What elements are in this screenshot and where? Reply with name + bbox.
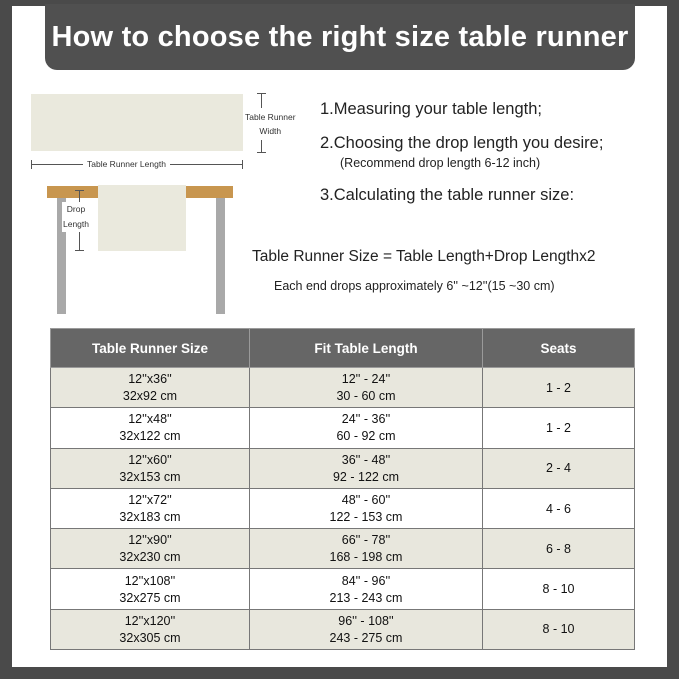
drop-tick-bottom: [75, 250, 84, 251]
cell-seats: 8 - 10: [483, 609, 635, 649]
header-seats: Seats: [483, 329, 635, 368]
cell-seats: 4 - 6: [483, 488, 635, 528]
length-inches: 36'' - 48'': [341, 452, 391, 467]
instruction-steps: [320, 100, 670, 205]
table-row: [51, 488, 635, 528]
length-inches: 12'' - 24'': [341, 372, 391, 387]
cell-fit-length: [250, 609, 483, 649]
cell-runner-size: [51, 448, 250, 488]
length-cm: 168 - 198 cm: [329, 550, 403, 565]
drop-note: Each end drops approximately 6'' ~12''(15 ~30 cm): [274, 279, 555, 293]
title-banner: [45, 4, 635, 70]
width-label-line2: Width: [259, 126, 282, 136]
table-row: [51, 448, 635, 488]
size-cm: 32x183 cm: [119, 510, 181, 525]
cell-seats: 2 - 4: [483, 448, 635, 488]
drop-label-line2: Length: [63, 219, 89, 229]
page-title: How to choose the right size table runner: [51, 20, 629, 53]
width-label: [245, 108, 296, 140]
size-inches: 12''x60'': [128, 452, 172, 467]
cell-fit-length: [250, 569, 483, 609]
cell-fit-length: [250, 408, 483, 448]
size-cm: 32x153 cm: [119, 469, 181, 484]
length-cm: 213 - 243 cm: [329, 590, 403, 605]
step-2: 2.Choosing the drop length you desire;: [320, 134, 604, 152]
cell-runner-size: [51, 488, 250, 528]
cell-fit-length: [250, 529, 483, 569]
size-cm: 32x275 cm: [119, 590, 181, 605]
size-inches: 12''x72'': [128, 493, 172, 508]
table-row: [51, 529, 635, 569]
cell-runner-size: [51, 529, 250, 569]
length-cm: 60 - 92 cm: [336, 429, 396, 444]
table-header-row: [51, 329, 635, 368]
cell-seats: 1 - 2: [483, 368, 635, 408]
size-formula: Table Runner Size = Table Length+Drop Lengthx2: [252, 248, 596, 265]
size-cm: 32x122 cm: [119, 429, 181, 444]
size-inches: 12''x90'': [128, 533, 172, 548]
cell-runner-size: [51, 609, 250, 649]
table-row: [51, 609, 635, 649]
width-label-line1: Table Runner: [245, 112, 296, 122]
size-inches: 12''x108'': [124, 573, 176, 588]
size-inches: 12''x48'': [128, 412, 172, 427]
cell-fit-length: [250, 448, 483, 488]
runner-top-view: [31, 94, 243, 151]
table-runner-diagram: [25, 84, 315, 324]
size-cm: 32x230 cm: [119, 550, 181, 565]
length-cm: 243 - 275 cm: [329, 630, 403, 645]
size-chart-table: [50, 328, 635, 650]
length-tick-right: [242, 160, 243, 169]
length-inches: 24'' - 36'': [341, 412, 391, 427]
cell-fit-length: [250, 488, 483, 528]
cell-runner-size: [51, 408, 250, 448]
cell-fit-length: [250, 368, 483, 408]
table-leg-right: [216, 198, 225, 314]
width-tick-top: [257, 93, 266, 94]
length-tick-left: [31, 160, 32, 169]
size-cm: 32x92 cm: [122, 389, 178, 404]
step-3: 3.Calculating the table runner size:: [320, 186, 575, 204]
length-inches: 48'' - 60'': [341, 493, 391, 508]
cell-seats: 6 - 8: [483, 529, 635, 569]
runner-drop-side-view: [98, 185, 186, 251]
cell-seats: 8 - 10: [483, 569, 635, 609]
length-inches: 96'' - 108'': [338, 613, 394, 628]
table-row: [51, 368, 635, 408]
width-tick-bottom: [257, 152, 266, 153]
length-cm: 92 - 122 cm: [332, 469, 399, 484]
cell-runner-size: [51, 368, 250, 408]
drop-tick-top: [75, 190, 84, 191]
table-row: [51, 408, 635, 448]
size-cm: 32x305 cm: [119, 630, 181, 645]
drop-length-label: [62, 202, 90, 232]
header-fit-length: Fit Table Length: [250, 329, 483, 368]
size-inches: 12''x36'': [128, 372, 172, 387]
step-2-note: (Recommend drop length 6-12 inch): [340, 156, 541, 170]
length-label: Table Runner Length: [83, 157, 170, 171]
length-inches: 84'' - 96'': [341, 573, 391, 588]
header-runner-size: Table Runner Size: [51, 329, 250, 368]
length-cm: 30 - 60 cm: [336, 389, 396, 404]
cell-seats: 1 - 2: [483, 408, 635, 448]
step-1: 1.Measuring your table length;: [320, 100, 542, 118]
table-row: [51, 569, 635, 609]
size-inches: 12''x120'': [124, 613, 176, 628]
cell-runner-size: [51, 569, 250, 609]
length-inches: 66'' - 78'': [341, 533, 391, 548]
drop-label-line1: Drop: [66, 204, 86, 214]
length-cm: 122 - 153 cm: [329, 510, 403, 525]
